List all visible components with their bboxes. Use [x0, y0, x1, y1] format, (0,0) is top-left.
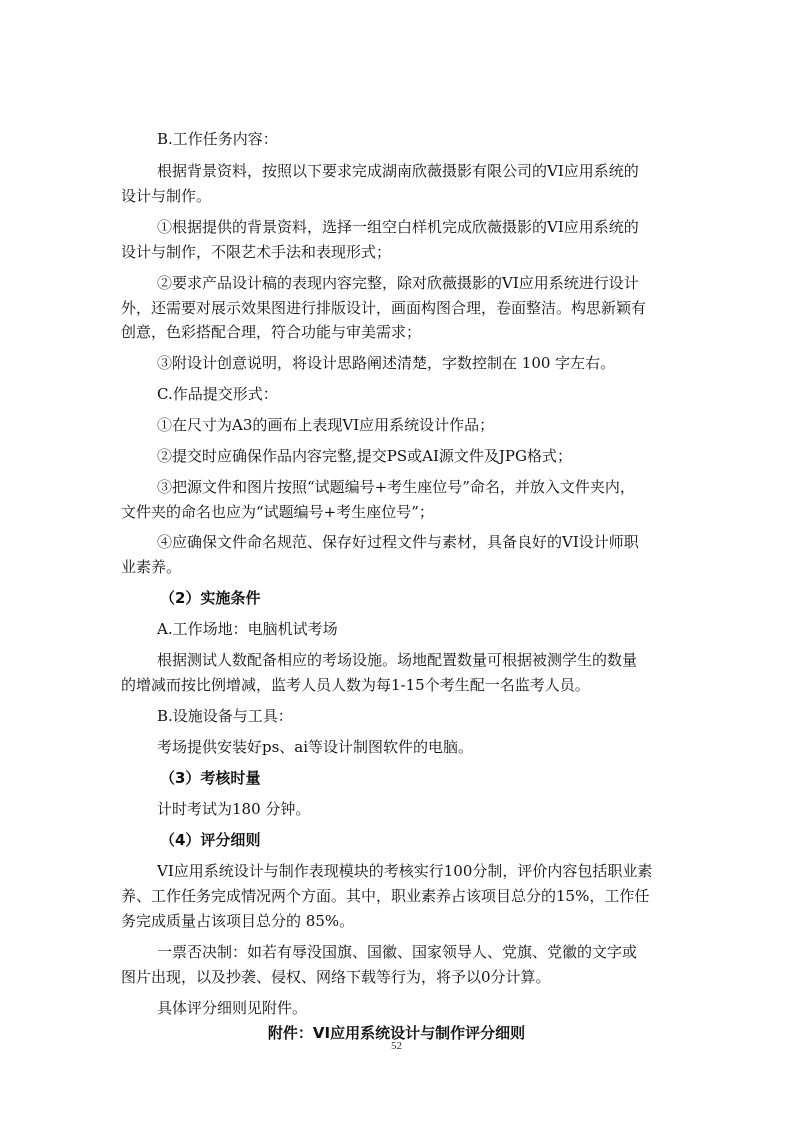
paragraph-line: 计时考试为180 分钟。	[157, 800, 311, 818]
paragraph-line: 设计与制作。	[121, 187, 212, 205]
paragraph-line: A.工作场地：电脑机试考场	[157, 620, 338, 638]
paragraph-line: 根据背景资料，按照以下要求完成湖南欣薇摄影有限公司的VI应用系统的	[157, 162, 639, 180]
section-heading-4: （4）评分细则	[160, 831, 261, 849]
paragraph-line: 图片出现，以及抄袭、侵权、网络下载等行为，将予以0分计算。	[121, 968, 551, 986]
section-heading-b: B.工作任务内容：	[157, 130, 278, 148]
paragraph-line: 具体评分细则见附件。	[157, 999, 308, 1017]
paragraph-line: 文件夹的命名也应为“试题编号+考生座位号”；	[121, 503, 434, 521]
section-heading-2: （2）实施条件	[160, 589, 261, 607]
paragraph-line: ①在尺寸为A3的画布上表现VI应用系统设计作品；	[157, 416, 495, 434]
paragraph-line: 创意，色彩搭配合理，符合功能与审美需求；	[121, 323, 422, 341]
paragraph-line: 一票否决制：如若有辱没国旗、国徽、国家领导人、党旗、党徽的文字或	[157, 943, 638, 961]
paragraph-line: 外，还需要对展示效果图进行排版设计，画面构图合理，卷面整洁。构思新颖有	[121, 299, 647, 317]
paragraph-line: ③附设计创意说明，将设计思路阐述清楚，字数控制在 100 字左右。	[157, 354, 616, 372]
section-heading-c: C.作品提交形式：	[157, 385, 278, 403]
paragraph-line: 养、工作任务完成情况两个方面。其中，职业素养占该项目总分的15%，工作任	[121, 887, 650, 905]
paragraph-line: 根据测试人数配备相应的考场设施。场地配置数量可根据被测学生的数量	[157, 651, 638, 669]
page-number: 52	[391, 1040, 402, 1052]
paragraph-line: ③把源文件和图片按照“试题编号+考生座位号”命名，并放入文件夹内，	[157, 478, 635, 496]
section-heading-3: （3）考核时量	[160, 769, 261, 787]
paragraph-line: 业素养。	[121, 558, 182, 576]
appendix-title: 附件：VI应用系统设计与制作评分细则	[267, 1024, 526, 1042]
paragraph-line: B.设施设备与工具：	[157, 707, 293, 725]
paragraph-line: ④应确保文件命名规范、保存好过程文件与素材，具备良好的VI设计师职	[157, 533, 639, 551]
paragraph-line: ②提交时应确保作品内容完整,提交PS或AI源文件及JPG格式；	[157, 447, 572, 465]
paragraph-line: ①根据提供的背景资料，选择一组空白样机完成欣薇摄影的VI应用系统的	[157, 218, 639, 236]
paragraph-line: 务完成质量占该项目总分的 85%。	[121, 912, 355, 930]
paragraph-line: 设计与制作，不限艺术手法和表现形式；	[121, 243, 392, 261]
paragraph-line: VI应用系统设计与制作表现模块的考核实行100分制，评价内容包括职业素	[157, 862, 653, 880]
paragraph-line: 考场提供安装好ps、ai等设计制图软件的电脑。	[157, 738, 474, 756]
paragraph-line: 的增减而按比例增减，监考人员人数为每1-15个考生配一名监考人员。	[121, 676, 590, 694]
paragraph-line: ②要求产品设计稿的表现内容完整，除对欣薇摄影的VI应用系统进行设计	[157, 274, 639, 292]
